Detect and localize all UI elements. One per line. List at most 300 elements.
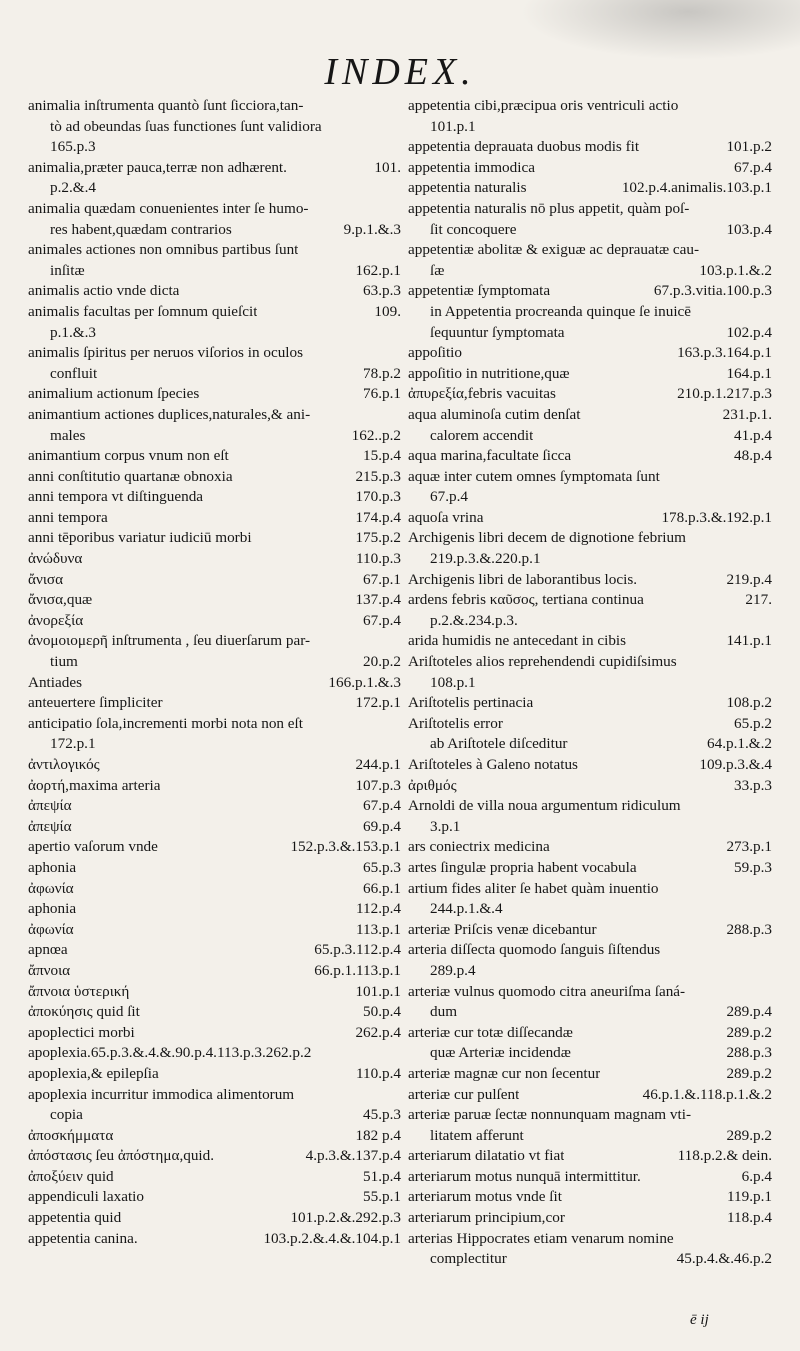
page-reference: 163.p.3.164.p.1: [677, 344, 772, 362]
index-entry: [28, 673, 401, 694]
entry-line: [408, 281, 772, 302]
page-reference: 45.p.3: [363, 1106, 401, 1124]
page-reference: 162.p.1: [355, 261, 401, 279]
page-reference: 110.p.4: [356, 1064, 401, 1082]
index-entry: [408, 1146, 772, 1167]
index-entry: [28, 199, 401, 240]
index-entry: [28, 570, 401, 591]
page-reference: 112.p.4: [356, 900, 401, 918]
page-reference: 178.p.3.&.192.p.1: [661, 508, 772, 526]
page-reference: 63.p.3: [363, 282, 401, 300]
entry-text: artium fides aliter ſe habet quàm inuentio: [408, 879, 659, 897]
page-reference: 109.: [374, 302, 401, 320]
entry-line: [408, 96, 772, 117]
entry-text: arteriæ cur pulſent: [408, 1085, 520, 1103]
entry-line: [28, 652, 401, 673]
index-entry: [28, 879, 401, 900]
index-entry: [408, 734, 772, 755]
entry-line: [408, 1126, 772, 1147]
page-reference: 262.p.4: [355, 1023, 401, 1041]
entry-text: ἀφωνία: [28, 920, 74, 938]
entry-line: [408, 199, 772, 220]
entry-text: animalia quædam conuenientes inter ſe humo-: [28, 199, 309, 217]
index-entry: [28, 858, 401, 879]
entry-text: ſæ: [430, 261, 445, 279]
index-entry: [408, 837, 772, 858]
page-reference: 172.p.1: [355, 694, 401, 712]
entry-text: confluit: [50, 364, 98, 382]
entry-line: [408, 261, 772, 282]
entry-line: [28, 1229, 401, 1250]
entry-line: [408, 178, 772, 199]
index-entry: [408, 281, 772, 302]
index-entry: [28, 1208, 401, 1229]
entry-line: [408, 467, 772, 488]
entry-line: [28, 302, 401, 323]
page-reference: 289.p.4: [726, 1003, 772, 1021]
page-reference: 110.p.3: [356, 550, 401, 568]
entry-text: in Appetentia procreanda quinque ſe inuicē: [430, 302, 692, 320]
entry-line: [408, 961, 772, 982]
page-reference: 118.p.4: [727, 1209, 772, 1227]
entry-line: [28, 631, 401, 652]
entry-text: ἀποκύησις quid ſit: [28, 1003, 140, 1021]
entry-text: Arnoldi de villa noua argumentum ridiculum: [408, 797, 681, 815]
entry-line: [408, 302, 772, 323]
entry-text: p.2.&.234.p.3.: [430, 611, 518, 629]
entry-text: animalis actio vnde dicta: [28, 282, 180, 300]
entry-text: anni tempora vt diſtinguenda: [28, 488, 204, 506]
entry-text: ἄνισα,quæ: [28, 591, 93, 609]
page-reference: 137.p.4: [355, 591, 401, 609]
entry-line: [28, 261, 401, 282]
entry-text: appetentia canina.: [28, 1229, 138, 1247]
entry-line: [408, 796, 772, 817]
index-entry: [28, 755, 401, 776]
entry-line: [408, 220, 772, 241]
entry-line: [28, 899, 401, 920]
entry-text: arteria diſſecta quomodo ſanguis ſiſtendus: [408, 941, 661, 959]
entry-line: [408, 487, 772, 508]
page-reference: 59.p.3: [734, 858, 772, 876]
page-title: INDEX.: [324, 51, 476, 93]
index-entry: [408, 508, 772, 529]
entry-line: [408, 549, 772, 570]
entry-text: appetentia naturalis: [408, 179, 527, 197]
entry-line: [28, 1085, 401, 1106]
index-entry: [408, 467, 772, 508]
page-reference: 289.p.2: [726, 1126, 772, 1144]
entry-text: appetentia immodica: [408, 158, 535, 176]
entry-text: arteriarum motus vnde ſit: [408, 1188, 562, 1206]
entry-text: ἀορτή,maxima arteria: [28, 776, 161, 794]
entry-line: [28, 405, 401, 426]
entry-line: [28, 549, 401, 570]
ink-smudge: [520, 0, 800, 60]
entry-text: ἄπνοια: [28, 961, 71, 979]
page-reference: 113.p.1: [356, 920, 401, 938]
page-reference: 215.p.3: [355, 467, 401, 485]
entry-text: ἄπνοια ὑστερική: [28, 982, 130, 1000]
entry-text: inſitæ: [50, 261, 85, 279]
index-entry: [28, 940, 401, 961]
index-entry: [408, 343, 772, 364]
entry-text: Archigenis libri decem de dignotione febrium: [408, 529, 686, 547]
page-reference: 289.p.2: [726, 1023, 772, 1041]
entry-line: [408, 673, 772, 694]
entry-text: males: [50, 426, 86, 444]
page-reference: 101.: [374, 158, 401, 176]
index-entry: [28, 590, 401, 611]
entry-text: arida humidis ne antecedant in cibis: [408, 632, 627, 650]
index-entry: [408, 1208, 772, 1229]
entry-line: [28, 1187, 401, 1208]
entry-line: [28, 1167, 401, 1188]
entry-line: [28, 1064, 401, 1085]
index-entry: [408, 240, 772, 281]
entry-text: apoplexia,& epilepſia: [28, 1064, 159, 1082]
entry-line: [28, 343, 401, 364]
index-entry: [28, 508, 401, 529]
entry-text: tium: [50, 653, 78, 671]
entry-text: aquoſa vrina: [408, 508, 484, 526]
entry-line: [408, 1249, 772, 1270]
page-reference: 15.p.4: [363, 447, 401, 465]
page-reference: 51.p.4: [363, 1167, 401, 1185]
entry-line: [28, 528, 401, 549]
entry-line: [28, 1023, 401, 1044]
entry-line: [408, 611, 772, 632]
index-entry: [28, 96, 401, 158]
index-entry: [28, 920, 401, 941]
entry-line: [408, 714, 772, 735]
entry-text: 244.p.1.&.4: [430, 900, 503, 918]
page-reference: 288.p.3: [726, 920, 772, 938]
entry-line: [408, 1229, 772, 1250]
page-reference: 33.p.3: [734, 776, 772, 794]
entry-text: anni tēporibus variatur iudiciū morbi: [28, 529, 252, 547]
entry-text: 67.p.4: [430, 488, 468, 506]
entry-line: [408, 364, 772, 385]
index-entry: [28, 528, 401, 549]
entry-line: [28, 1043, 401, 1064]
entry-line: [408, 508, 772, 529]
page-reference: 101.p.2: [726, 138, 772, 156]
page-reference: 67.p.3.vitia.100.p.3: [653, 282, 772, 300]
page-reference: 50.p.4: [363, 1003, 401, 1021]
index-entry: [408, 96, 772, 137]
index-entry: [408, 405, 772, 446]
entry-text: tò ad obeundas ſuas functiones ſunt validiora: [50, 117, 322, 135]
entry-text: apoplexia.65.p.3.&.4.&.90.p.4.113.p.3.262.p.2: [28, 1044, 312, 1062]
index-entry: [408, 776, 772, 797]
index-entry: [28, 549, 401, 570]
index-entry: [408, 570, 772, 591]
entry-text: appoſitio: [408, 344, 462, 362]
entry-line: [408, 1064, 772, 1085]
page-reference: 103.p.2.&.4.&.104.p.1: [263, 1229, 401, 1247]
page-reference: 210.p.1.217.p.3: [677, 385, 772, 403]
entry-line: [408, 1002, 772, 1023]
entry-line: [28, 879, 401, 900]
index-entry: [408, 631, 772, 652]
entry-line: [28, 1105, 401, 1126]
entry-text: ἀνομοιομερῆ inſtrumenta , ſeu diuerſarum par-: [28, 632, 310, 650]
page-reference: 48.p.4: [734, 447, 772, 465]
page-reference: 9.p.1.&.3: [343, 220, 401, 238]
entry-text: arteriæ vulnus quomodo citra aneuriſma ſaná-: [408, 982, 686, 1000]
entry-line: [408, 1146, 772, 1167]
index-entry: [408, 446, 772, 467]
entry-line: [28, 570, 401, 591]
entry-line: [408, 940, 772, 961]
entry-text: artes ſingulæ propria habent vocabula: [408, 858, 637, 876]
entry-line: [28, 178, 401, 199]
index-entry: [408, 137, 772, 158]
page-reference: 108.p.2: [726, 694, 772, 712]
entry-line: [408, 446, 772, 467]
index-entry: [408, 1023, 772, 1044]
entry-line: [408, 570, 772, 591]
entry-line: [408, 982, 772, 1003]
index-entry: [28, 1023, 401, 1044]
index-entry: [408, 1064, 772, 1085]
index-entry: [408, 158, 772, 179]
entry-line: [28, 240, 401, 261]
entry-text: ἀπεψία: [28, 797, 72, 815]
entry-line: [28, 817, 401, 838]
page-reference: 170.p.3: [355, 488, 401, 506]
entry-text: ἀπεψία: [28, 817, 72, 835]
entry-line: [28, 673, 401, 694]
entry-line: [28, 920, 401, 941]
entry-text: 289.p.4: [430, 961, 476, 979]
entry-text: ἄνισα: [28, 570, 64, 588]
entry-text: res habent,quædam contrarios: [50, 220, 232, 238]
entry-line: [28, 220, 401, 241]
index-entry: [408, 364, 772, 385]
entry-text: Ariſtotelis error: [408, 714, 503, 732]
entry-line: [28, 96, 401, 117]
page-reference: 55.p.1: [363, 1188, 401, 1206]
index-entry: [408, 652, 772, 693]
page-reference: 78.p.2: [363, 364, 401, 382]
entry-text: copia: [50, 1106, 83, 1124]
page-reference: 67.p.4: [363, 611, 401, 629]
page-reference: 102.p.4.animalis.103.p.1: [621, 179, 772, 197]
entry-line: [408, 755, 772, 776]
index-entry: [28, 714, 401, 755]
index-entry: [408, 384, 772, 405]
index-entry: [408, 1229, 772, 1270]
index-entry: [408, 714, 772, 735]
entry-text: ſequuntur ſymptomata: [430, 323, 565, 341]
index-entry: [28, 796, 401, 817]
index-entry: [408, 920, 772, 941]
entry-line: [408, 817, 772, 838]
entry-text: 108.p.1: [430, 673, 476, 691]
entry-line: [408, 920, 772, 941]
entry-line: [28, 590, 401, 611]
entry-text: anteuertere ſimpliciter: [28, 694, 163, 712]
entry-line: [408, 858, 772, 879]
entry-text: ab Ariſtotele diſceditur: [430, 735, 568, 753]
entry-line: [408, 137, 772, 158]
index-entry: [28, 1229, 401, 1250]
page-reference: 107.p.3: [355, 776, 401, 794]
page-reference: 41.p.4: [734, 426, 772, 444]
page-reference: 4.p.3.&.137.p.4: [305, 1147, 401, 1165]
entry-line: [408, 528, 772, 549]
entry-line: [28, 508, 401, 529]
entry-line: [408, 1105, 772, 1126]
entry-text: quæ Arteriæ incidendæ: [430, 1044, 571, 1062]
entry-text: dum: [430, 1003, 458, 1021]
entry-text: arteriæ paruæ ſectæ nonnunquam magnam vti-: [408, 1106, 692, 1124]
index-entry: [28, 1002, 401, 1023]
entry-line: [28, 776, 401, 797]
index-entry: [28, 405, 401, 446]
entry-line: [408, 1085, 772, 1106]
entry-line: [28, 426, 401, 447]
index-entry: [408, 940, 772, 981]
entry-text: p.1.&.3: [50, 323, 96, 341]
page-reference: 219.p.4: [726, 570, 772, 588]
entry-line: [408, 158, 772, 179]
entry-text: animalis ſpiritus per neruos viſorios in oculos: [28, 344, 304, 362]
index-entry: [408, 1167, 772, 1188]
page-reference: 289.p.2: [726, 1064, 772, 1082]
entry-line: [28, 693, 401, 714]
page-reference: 162..p.2: [351, 426, 401, 444]
index-entry: [408, 528, 772, 569]
entry-line: [408, 734, 772, 755]
index-entry: [28, 240, 401, 281]
entry-text: 172.p.1: [50, 735, 96, 753]
index-entry: [408, 199, 772, 240]
page-reference: 20.p.2: [363, 653, 401, 671]
entry-line: [28, 323, 401, 344]
page-reference: 175.p.2: [355, 529, 401, 547]
page-reference: 217.: [745, 591, 772, 609]
entry-text: aphonia: [28, 858, 77, 876]
entry-text: appendiculi laxatio: [28, 1188, 144, 1206]
entry-line: [28, 1146, 401, 1167]
entry-line: [28, 1208, 401, 1229]
entry-line: [408, 1208, 772, 1229]
entry-text: anticipatio ſola,incrementi morbi nota non eſt: [28, 714, 303, 732]
entry-text: animales actiones non omnibus partibus ſunt: [28, 241, 299, 259]
page-reference: 141.p.1: [726, 632, 772, 650]
entry-line: [408, 323, 772, 344]
entry-line: [408, 1023, 772, 1044]
index-entry: [408, 982, 772, 1023]
page-reference: 231.p.1.: [722, 405, 772, 423]
entry-text: 219.p.3.&.220.p.1: [430, 550, 541, 568]
page-reference: 118.p.2.& dein.: [677, 1147, 772, 1165]
entry-line: [408, 899, 772, 920]
page-reference: 102.p.4: [726, 323, 772, 341]
signature-mark: ē ij: [690, 1312, 709, 1328]
entry-text: appetentiæ abolitæ & exiguæ ac deprauatæ cau-: [408, 241, 700, 259]
entry-line: [28, 858, 401, 879]
entry-text: appetentia naturalis nō plus appetit, quàm poſ-: [408, 199, 690, 217]
page-reference: 101.p.1: [355, 982, 401, 1000]
entry-line: [28, 384, 401, 405]
entry-text: p.2.&.4: [50, 179, 96, 197]
entry-text: anni conſtitutio quartanæ obnoxia: [28, 467, 233, 485]
index-entry: [28, 446, 401, 467]
entry-line: [28, 611, 401, 632]
entry-text: apoplexia incurritur immodica alimentorum: [28, 1085, 295, 1103]
entry-text: 3.p.1: [430, 817, 461, 835]
entry-line: [28, 961, 401, 982]
entry-line: [28, 117, 401, 138]
page-reference: 69.p.4: [363, 817, 401, 835]
entry-line: [408, 590, 772, 611]
index-entry: [28, 817, 401, 838]
entry-text: appetentia deprauata duobus modis fit: [408, 138, 640, 156]
right-column: [408, 96, 772, 1270]
entry-line: [408, 652, 772, 673]
entry-text: animalia,præter pauca,terræ non adhærent.: [28, 158, 287, 176]
index-entry: [28, 1126, 401, 1147]
index-entry: [408, 1085, 772, 1106]
index-entry: [28, 343, 401, 384]
entry-line: [408, 240, 772, 261]
entry-line: [28, 199, 401, 220]
entry-text: ἀποσκήμματα: [28, 1126, 114, 1144]
entry-text: 101.p.1: [430, 117, 476, 135]
index-entry: [408, 302, 772, 343]
page-reference: 65.p.3.112.p.4: [314, 941, 401, 959]
entry-text: appetentia cibi,præcipua oris ventriculi actio: [408, 97, 679, 114]
index-entry: [28, 384, 401, 405]
page-reference: 103.p.1.&.2: [699, 261, 772, 279]
entry-text: Ariſtoteles alios reprehendendi cupidiſsimus: [408, 653, 677, 671]
index-entry: [28, 961, 401, 982]
entry-line: [408, 631, 772, 652]
entry-text: appoſitio in nutritione,quæ: [408, 364, 570, 382]
entry-text: aqua aluminoſa cutim denſat: [408, 405, 581, 423]
entry-text: aqua marina,facultate ſicca: [408, 447, 572, 465]
index-entry: [28, 982, 401, 1003]
page-reference: 152.p.3.&.153.p.1: [290, 838, 401, 856]
entry-text: complectitur: [430, 1250, 507, 1268]
index-entry: [408, 796, 772, 837]
index-entry: [28, 281, 401, 302]
entry-text: apoplectici morbi: [28, 1023, 135, 1041]
page-reference: 67.p.4: [734, 158, 772, 176]
entry-line: [408, 1043, 772, 1064]
entry-text: ars coniectrix medicina: [408, 838, 550, 856]
entry-text: arteriæ Priſcis venæ dicebantur: [408, 920, 597, 938]
entry-text: ἀφωνία: [28, 879, 74, 897]
index-entry: [28, 631, 401, 672]
index-entry: [28, 302, 401, 343]
entry-text: animantium corpus vnum non eſt: [28, 447, 229, 465]
entry-line: [408, 693, 772, 714]
page-reference: 288.p.3: [726, 1044, 772, 1062]
entry-line: [408, 405, 772, 426]
entry-text: arteriarum principium,cor: [408, 1209, 565, 1227]
entry-line: [28, 446, 401, 467]
index-entry: [28, 158, 401, 199]
entry-text: arteriæ cur totæ diſſecandæ: [408, 1023, 573, 1041]
entry-text: ſit concoquere: [430, 220, 517, 238]
page-reference: 119.p.1: [727, 1188, 772, 1206]
entry-line: [28, 137, 401, 158]
